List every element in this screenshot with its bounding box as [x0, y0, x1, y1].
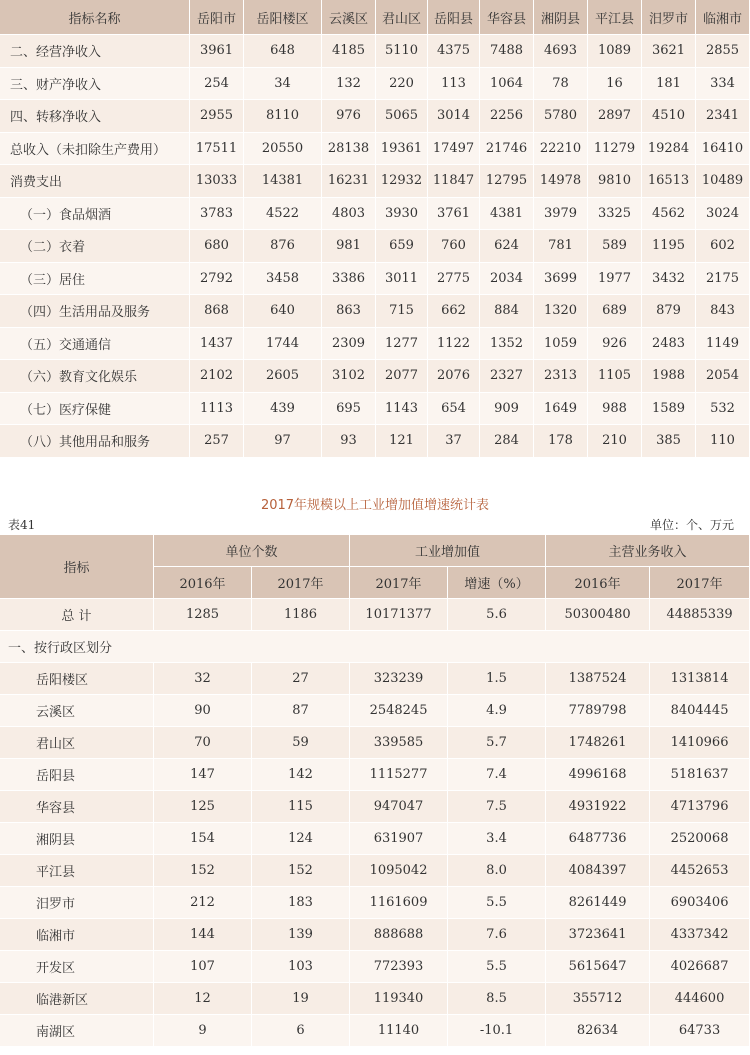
table-number: 表41 [8, 518, 36, 532]
table-cell: 947047 [350, 791, 448, 823]
table-cell: 44885339 [650, 599, 750, 631]
table-cell: 59 [252, 727, 350, 759]
table-cell: 4185 [322, 35, 376, 68]
table-cell: 93 [322, 425, 376, 458]
header-region: 湘阴县 [534, 0, 588, 35]
table-cell: 11140 [350, 1015, 448, 1047]
header-region: 君山区 [376, 0, 428, 35]
table-cell: 863 [322, 295, 376, 328]
table-cell: 19361 [376, 133, 428, 166]
table-cell: 444600 [650, 983, 750, 1015]
table-row [0, 230, 750, 263]
table-cell: 1089 [588, 35, 642, 68]
table-cell: 1161609 [350, 887, 448, 919]
row-label: 平江县 [0, 855, 154, 887]
header-growth: 增速（%） [448, 567, 546, 599]
table-cell: 1059 [534, 328, 588, 361]
row-label: 总收入（未扣除生产费用） [0, 133, 190, 166]
table-cell: 2054 [696, 360, 750, 393]
table-cell: 257 [190, 425, 244, 458]
table-cell: 3458 [244, 263, 322, 296]
table-title: 2017年规模以上工业增加值增速统计表 [260, 498, 490, 513]
table-cell: 8.0 [448, 855, 546, 887]
header-region: 岳阳县 [428, 0, 480, 35]
table-cell: 3723641 [546, 919, 650, 951]
table-cell: 152 [154, 855, 252, 887]
table-cell: 4562 [642, 198, 696, 231]
table-cell: 147 [154, 759, 252, 791]
income-expenditure-table [0, 0, 750, 458]
table-cell: 125 [154, 791, 252, 823]
table-cell: 82634 [546, 1015, 650, 1047]
table-cell: 1977 [588, 263, 642, 296]
table-cell: 178 [534, 425, 588, 458]
header-value-added: 工业增加值 [350, 535, 546, 567]
table-row [0, 695, 750, 727]
row-label: （二）衣着 [0, 230, 190, 263]
row-label: 三、财产净收入 [0, 68, 190, 101]
table-header-row [0, 535, 750, 567]
table-cell: 9 [154, 1015, 252, 1047]
table-cell: 107 [154, 951, 252, 983]
table-cell: 2313 [534, 360, 588, 393]
row-label: （八）其他用品和服务 [0, 425, 190, 458]
table-cell: 7.4 [448, 759, 546, 791]
table-cell: 3979 [534, 198, 588, 231]
table-cell: 689 [588, 295, 642, 328]
table-cell: 12 [154, 983, 252, 1015]
table-cell: 659 [376, 230, 428, 263]
table-cell: 70 [154, 727, 252, 759]
table-cell: 3386 [322, 263, 376, 296]
industry-growth-table [0, 535, 750, 1047]
table-cell: 876 [244, 230, 322, 263]
table-cell: 1115277 [350, 759, 448, 791]
table-cell: 28138 [322, 133, 376, 166]
table-cell: 1.5 [448, 663, 546, 695]
table-cell: 926 [588, 328, 642, 361]
table-cell: 5.7 [448, 727, 546, 759]
table-cell: 1744 [244, 328, 322, 361]
row-label: （五）交通通信 [0, 328, 190, 361]
table-cell: 3325 [588, 198, 642, 231]
table-cell: 532 [696, 393, 750, 426]
table-cell: 2792 [190, 263, 244, 296]
table-cell: 4.9 [448, 695, 546, 727]
table-cell: 19 [252, 983, 350, 1015]
table-cell: 981 [322, 230, 376, 263]
row-label: 二、经营净收入 [0, 35, 190, 68]
row-label: 岳阳楼区 [0, 663, 154, 695]
row-label: 总 计 [0, 599, 154, 631]
table-row [0, 919, 750, 951]
table-cell: 8261449 [546, 887, 650, 919]
table-cell: 589 [588, 230, 642, 263]
table-cell: 662 [428, 295, 480, 328]
table-cell: 16410 [696, 133, 750, 166]
section-row [0, 631, 750, 663]
table-cell: 1649 [534, 393, 588, 426]
table-cell: 2309 [322, 328, 376, 361]
table-row [0, 68, 750, 101]
table-row [0, 887, 750, 919]
table-cell: 139 [252, 919, 350, 951]
table-cell: 6 [252, 1015, 350, 1047]
total-row [0, 599, 750, 631]
table-cell: 132 [322, 68, 376, 101]
row-label: 岳阳县 [0, 759, 154, 791]
table-cell: 142 [252, 759, 350, 791]
header-region: 岳阳市 [190, 0, 244, 35]
table-cell: 13033 [190, 165, 244, 198]
header-indicator-name: 指标名称 [0, 0, 190, 35]
header-region: 云溪区 [322, 0, 376, 35]
table-cell: 6903406 [650, 887, 750, 919]
table-cell: 3011 [376, 263, 428, 296]
table-cell: 115 [252, 791, 350, 823]
table-cell: 909 [480, 393, 534, 426]
table-row [0, 759, 750, 791]
table-cell: 2077 [376, 360, 428, 393]
table-cell: 8110 [244, 100, 322, 133]
table-row [0, 1015, 750, 1047]
table-cell: 3930 [376, 198, 428, 231]
table-cell: 3014 [428, 100, 480, 133]
header-region: 临湘市 [696, 0, 750, 35]
table-cell: 339585 [350, 727, 448, 759]
table-cell: 4026687 [650, 951, 750, 983]
table-cell: 3432 [642, 263, 696, 296]
table-cell: 119340 [350, 983, 448, 1015]
table-cell: 4713796 [650, 791, 750, 823]
row-label: 临湘市 [0, 919, 154, 951]
table-cell: 4375 [428, 35, 480, 68]
header-region: 汨罗市 [642, 0, 696, 35]
table-row [0, 425, 750, 458]
table-cell: 17511 [190, 133, 244, 166]
table-cell: 183 [252, 887, 350, 919]
table-cell: -10.1 [448, 1015, 546, 1047]
row-label: 湘阴县 [0, 823, 154, 855]
row-label: 消费支出 [0, 165, 190, 198]
table-cell: 5110 [376, 35, 428, 68]
header-value-2017: 2017年 [350, 567, 448, 599]
table-cell: 695 [322, 393, 376, 426]
table-cell: 1186 [252, 599, 350, 631]
table-row [0, 133, 750, 166]
header-indicator: 指标 [0, 535, 154, 599]
table-cell: 10171377 [350, 599, 448, 631]
table-cell: 4510 [642, 100, 696, 133]
table-cell: 4522 [244, 198, 322, 231]
table-cell: 760 [428, 230, 480, 263]
table-cell: 781 [534, 230, 588, 263]
table-cell: 34 [244, 68, 322, 101]
table-cell: 884 [480, 295, 534, 328]
table-cell: 22210 [534, 133, 588, 166]
table-cell: 1195 [642, 230, 696, 263]
row-label: （三）居住 [0, 263, 190, 296]
table-row [0, 983, 750, 1015]
row-label: （六）教育文化娱乐 [0, 360, 190, 393]
header-revenue-2017: 2017年 [650, 567, 750, 599]
table-cell: 1410966 [650, 727, 750, 759]
table-cell: 14381 [244, 165, 322, 198]
table-row [0, 165, 750, 198]
table-cell: 1143 [376, 393, 428, 426]
table-cell: 5.5 [448, 951, 546, 983]
table-cell: 2034 [480, 263, 534, 296]
row-label: 开发区 [0, 951, 154, 983]
table-cell: 78 [534, 68, 588, 101]
table-cell: 212 [154, 887, 252, 919]
table-cell: 220 [376, 68, 428, 101]
table-cell: 16513 [642, 165, 696, 198]
section-label: 一、按行政区划分 [0, 631, 750, 663]
table-row [0, 855, 750, 887]
table-row [0, 295, 750, 328]
table-cell: 154 [154, 823, 252, 855]
table-cell: 3024 [696, 198, 750, 231]
table-cell: 16 [588, 68, 642, 101]
header-unit-count: 单位个数 [154, 535, 350, 567]
table-cell: 21746 [480, 133, 534, 166]
table-cell: 1313814 [650, 663, 750, 695]
header-region: 平江县 [588, 0, 642, 35]
table-cell: 7789798 [546, 695, 650, 727]
table-cell: 9810 [588, 165, 642, 198]
table-cell: 648 [244, 35, 322, 68]
table-cell: 3621 [642, 35, 696, 68]
table-cell: 3.4 [448, 823, 546, 855]
table-cell: 1387524 [546, 663, 650, 695]
header-main-revenue: 主营业务收入 [546, 535, 750, 567]
table-cell: 32 [154, 663, 252, 695]
row-label: 云溪区 [0, 695, 154, 727]
table-cell: 602 [696, 230, 750, 263]
table-cell: 2775 [428, 263, 480, 296]
table-cell: 3961 [190, 35, 244, 68]
table-row [0, 328, 750, 361]
row-label: （七）医疗保健 [0, 393, 190, 426]
table-cell: 64733 [650, 1015, 750, 1047]
table-cell: 439 [244, 393, 322, 426]
table-cell: 7.5 [448, 791, 546, 823]
table-cell: 37 [428, 425, 480, 458]
table-row [0, 823, 750, 855]
table-cell: 284 [480, 425, 534, 458]
table-row [0, 951, 750, 983]
table-cell: 654 [428, 393, 480, 426]
table-cell: 879 [642, 295, 696, 328]
table-cell: 868 [190, 295, 244, 328]
table-cell: 988 [588, 393, 642, 426]
table-cell: 254 [190, 68, 244, 101]
table-cell: 4084397 [546, 855, 650, 887]
table-cell: 121 [376, 425, 428, 458]
table-cell: 2341 [696, 100, 750, 133]
table-cell: 4931922 [546, 791, 650, 823]
table-cell: 14978 [534, 165, 588, 198]
table-cell: 210 [588, 425, 642, 458]
table-row [0, 663, 750, 695]
table-cell: 2256 [480, 100, 534, 133]
table-cell: 715 [376, 295, 428, 328]
table-cell: 1748261 [546, 727, 650, 759]
table-cell: 843 [696, 295, 750, 328]
header-units-2017: 2017年 [252, 567, 350, 599]
table-cell: 50300480 [546, 599, 650, 631]
table-cell: 1320 [534, 295, 588, 328]
table-cell: 4693 [534, 35, 588, 68]
table-cell: 772393 [350, 951, 448, 983]
row-label: （一）食品烟酒 [0, 198, 190, 231]
table-cell: 1589 [642, 393, 696, 426]
table-cell: 680 [190, 230, 244, 263]
table-cell: 152 [252, 855, 350, 887]
table-cell: 7488 [480, 35, 534, 68]
table-cell: 2483 [642, 328, 696, 361]
row-label: 南湖区 [0, 1015, 154, 1047]
table-cell: 1149 [696, 328, 750, 361]
table-cell: 1352 [480, 328, 534, 361]
table-cell: 11279 [588, 133, 642, 166]
table-row [0, 263, 750, 296]
unit-label: 单位：个、万元 [649, 518, 734, 532]
header-revenue-2016: 2016年 [546, 567, 650, 599]
table-cell: 19284 [642, 133, 696, 166]
table-cell: 87 [252, 695, 350, 727]
table-cell: 1277 [376, 328, 428, 361]
table-cell: 2855 [696, 35, 750, 68]
table-cell: 2175 [696, 263, 750, 296]
row-label: 四、转移净收入 [0, 100, 190, 133]
table-cell: 3102 [322, 360, 376, 393]
table-cell: 113 [428, 68, 480, 101]
table-cell: 8404445 [650, 695, 750, 727]
table-row [0, 791, 750, 823]
table-cell: 4337342 [650, 919, 750, 951]
table-cell: 12795 [480, 165, 534, 198]
table-cell: 4803 [322, 198, 376, 231]
row-label: 华容县 [0, 791, 154, 823]
table-cell: 1437 [190, 328, 244, 361]
table-cell: 90 [154, 695, 252, 727]
table-cell: 3783 [190, 198, 244, 231]
table-cell: 2955 [190, 100, 244, 133]
table-cell: 3761 [428, 198, 480, 231]
table-row [0, 393, 750, 426]
table-cell: 1285 [154, 599, 252, 631]
row-label: 临港新区 [0, 983, 154, 1015]
table-cell: 1113 [190, 393, 244, 426]
table-cell: 1988 [642, 360, 696, 393]
table-row [0, 100, 750, 133]
table-cell: 17497 [428, 133, 480, 166]
table-cell: 27 [252, 663, 350, 695]
table-cell: 11847 [428, 165, 480, 198]
table-cell: 20550 [244, 133, 322, 166]
row-label: 君山区 [0, 727, 154, 759]
table-cell: 5615647 [546, 951, 650, 983]
table-cell: 1095042 [350, 855, 448, 887]
table-cell: 12932 [376, 165, 428, 198]
table-row [0, 360, 750, 393]
table-cell: 5780 [534, 100, 588, 133]
table-cell: 5.5 [448, 887, 546, 919]
table-cell: 2102 [190, 360, 244, 393]
header-region: 华容县 [480, 0, 534, 35]
table-cell: 2327 [480, 360, 534, 393]
table-cell: 323239 [350, 663, 448, 695]
table-cell: 334 [696, 68, 750, 101]
table-cell: 10489 [696, 165, 750, 198]
table-cell: 355712 [546, 983, 650, 1015]
table-row [0, 35, 750, 68]
table-cell: 1122 [428, 328, 480, 361]
table-cell: 1064 [480, 68, 534, 101]
table-cell: 110 [696, 425, 750, 458]
table-cell: 2520068 [650, 823, 750, 855]
table-cell: 16231 [322, 165, 376, 198]
table-cell: 4381 [480, 198, 534, 231]
table-cell: 124 [252, 823, 350, 855]
header-region: 岳阳楼区 [244, 0, 322, 35]
table-cell: 3699 [534, 263, 588, 296]
table-cell: 1105 [588, 360, 642, 393]
table-cell: 2897 [588, 100, 642, 133]
table-cell: 888688 [350, 919, 448, 951]
table-cell: 2548245 [350, 695, 448, 727]
table-cell: 97 [244, 425, 322, 458]
table-cell: 976 [322, 100, 376, 133]
table-cell: 2076 [428, 360, 480, 393]
table-cell: 5.6 [448, 599, 546, 631]
table-cell: 144 [154, 919, 252, 951]
table-cell: 4452653 [650, 855, 750, 887]
table-header-row [0, 0, 750, 35]
table-cell: 4996168 [546, 759, 650, 791]
table-row [0, 198, 750, 231]
row-label: （四）生活用品及服务 [0, 295, 190, 328]
table-cell: 181 [642, 68, 696, 101]
table-row [0, 727, 750, 759]
table-cell: 385 [642, 425, 696, 458]
table-cell: 5181637 [650, 759, 750, 791]
table-cell: 8.5 [448, 983, 546, 1015]
table-cell: 5065 [376, 100, 428, 133]
table-cell: 624 [480, 230, 534, 263]
table-cell: 7.6 [448, 919, 546, 951]
row-label: 汨罗市 [0, 887, 154, 919]
table-cell: 6487736 [546, 823, 650, 855]
table-cell: 631907 [350, 823, 448, 855]
table-cell: 2605 [244, 360, 322, 393]
header-units-2016: 2016年 [154, 567, 252, 599]
table-cell: 640 [244, 295, 322, 328]
table-cell: 103 [252, 951, 350, 983]
